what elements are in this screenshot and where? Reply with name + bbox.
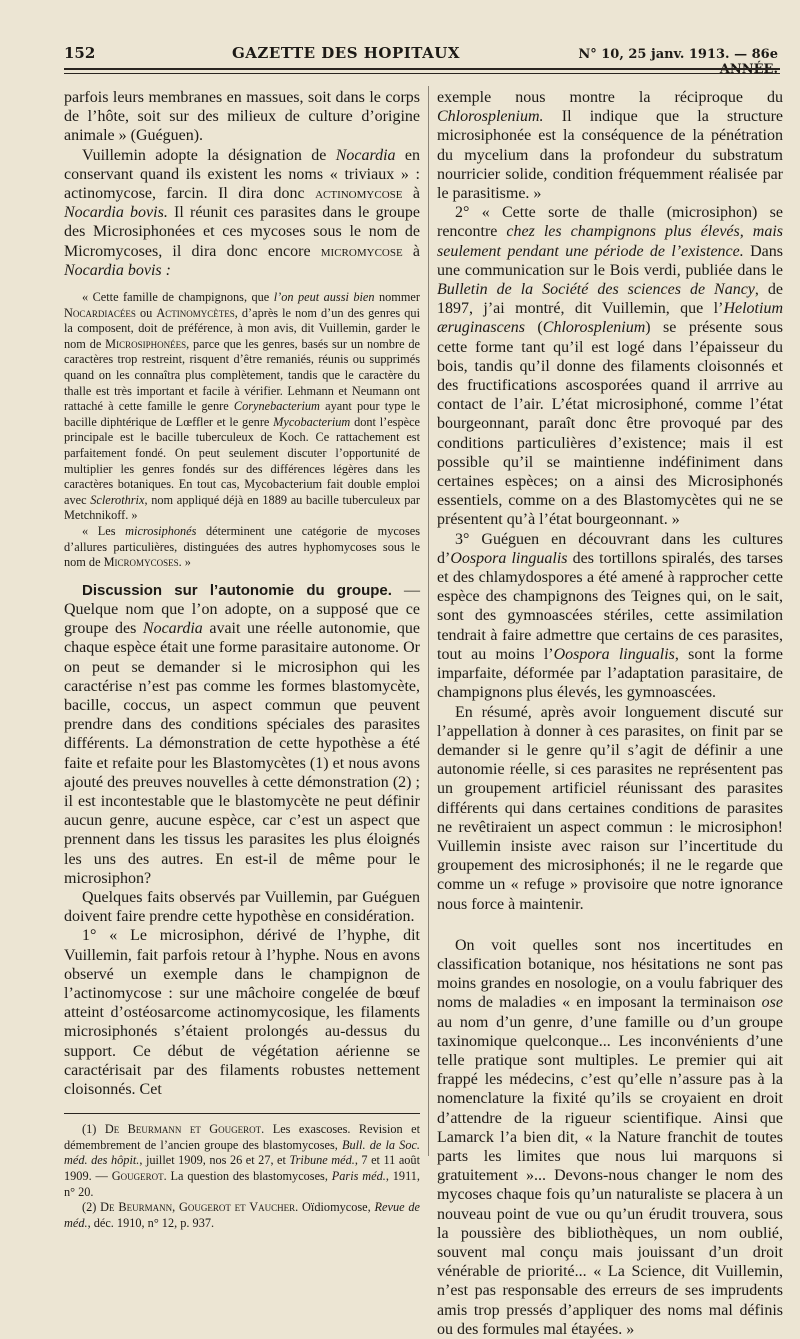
footnote: (2) De Beurmann, Gougerot et Vaucher. Oïdiomycose, Revue de méd., déc. 1910, n° 12, p. 937. bbox=[64, 1200, 420, 1230]
paragraph: En résumé, après avoir longuement discuté sur l’appellation à donner à ces parasites, on finit par se demander si le genre qu’il s’agit de définir a une autonomie réelle, si ces parasites ne représentent pas un groupement artificiel réunissant des parasites différents qui dans certaines conditions de parasites ne revêtiraient un aspect commun : le microsiphon! Vuillemin insiste avec raison sur l’incertitude du groupement des microsiphonés; il ne le regarde que comme un « refuge » provisoire que notre ignorance nous force à maintenir. bbox=[437, 703, 783, 913]
paragraph: 3° Guéguen en découvrant dans les cultures d’Oospora lingualis des tortillons spiralés, des tarses et des chlamydospores a été amené à rapprocher cette espèce des champignons des Teignes qui, on le sait, sont des gymnoascées stériles, cette assimilation tendrait à faire admettre que certains de ces parasites, tout au moins l’Oospora lingualis, sont la forme imparfaite, déformée par l’adaptation parasitaire, de champignons plus élevés, les gymnoascées. bbox=[437, 530, 784, 702]
footnote: (1) De Beurmann et Gougerot. Les exascoses. Revision et démembrement de l’ancien groupe des blastomycoses, Bull. de la Soc. méd. des hôpit., juillet 1909, nos 26 et 27, et Tribune méd., 7 et 11 août 1909. — Gougerot. La question des blastomycoses, Paris méd., 1911, n° 20. bbox=[64, 1122, 421, 1199]
paragraph: On voit quelles sont nos incertitudes en classification botanique, nos hésitations ne sont pas moins grandes en nosologie, on a voulu fabriquer des noms de maladies « en imposant la terminaison ose au nom d’un genre, d’une famille ou d’un groupe taxinomique quelconque... Les inconvénients d’une telle pratique sont multiples. Le premier qui ait frappé les médecins, c’est qu’elle n’assure pas à la nomenclature la fixité qu’ils se croyaient en droit d’attendre de la rigueur scientifique. Ainsi que Lamarck l’a bien dit, « la Nature franchit de toutes parts les limites que nous lui marquons si gratuitement »... Devons-nous changer le nom des mycoses chaque fois qu’un naturaliste se placera à un nouveau point de vue ou qu’un érudit trouvera, sous la poussière des bibliothèques, un nom oublié, souvent mal conçu mais jouissant d’un droit vénérable de priorité... « La Science, dit Vuillemin, n’est pas responsable des erreurs de ses imprudents amis trop pressés d’appliquer des noms mal définis ou des formules mal étayées. » bbox=[437, 936, 783, 1338]
quote-paragraph: « Les microsiphonés déterminent une catégorie de mycoses d’allures particulières, distinguées des autres hyphomycoses sous le nom de Micromycoses. » bbox=[64, 523, 420, 570]
right-column bbox=[437, 88, 783, 1339]
left-column bbox=[64, 88, 420, 1231]
paragraph: 2° « Cette sorte de thalle (microsiphon) se rencontre chez les champignons plus élevés, mais seulement pendant une période de l’existence. Dans une communication sur le Bois verdi, publiée dans le Bulletin de la Société des sciences de Nancy, de 1897, j’ai montré, dit Vuillemin, que l’Helotium æruginascens (Chlorosplenium) se présente sous cette forme tant qu’il est logé dans l’épaisseur du bois, tandis qu’il donne des filaments cloisonnés et des fructifications ascosporées quand il arrrive au contact de l’air. L’état microsiphoné, comme l’état bourgeonnant, paraît donc être provoqué par des conditions particulières d’existence; mais il est possible qu’il se maintienne indéfiniment dans certaines espèces; on a ainsi des Microsiphonés essentiels, comme on a des Blastomycètes qui ne se présentent qu’à l’état bourgeonnant. » bbox=[437, 204, 783, 529]
quote-paragraph: « Cette famille de champignons, que l’on peut aussi bien nommer Nocardiacées ou Actinomycètes, d’après le nom d’un des genres qui la composent, doit de préférence, à mon avis, dit Vuillemin, garder le nom de Microsiphonées, parce que les genres, basés sur un nombre de caractères trop restreint, risquent d’être remaniés, réunis ou supprimés quand on les connaîtra plus complètement, tandis que le caractère du thalle est très important et facile à vérifier. Lehmann et Neumann ont rattaché à cette famille le genre Corynebacterium ayant pour type le bacille diphtérique de Lœffler et le genre Mycobacterium dont l’espèce principale est le bacille tuberculeux de Koch. Ce rattachement est parfaitement fondé. On peut seulement discuter l’opportunité de multiplier les genres fondés sur des différences légères dans les caractères botaniques. En tout cas, Mycobacterium fait double emploi avec Sclerothrix, nom appliqué déjà en 1889 au bacille tuberculeux par Metchnikoff. » bbox=[64, 290, 421, 523]
section-heading: Discussion sur l’autonomie du groupe. bbox=[82, 581, 392, 599]
spacer bbox=[437, 914, 783, 936]
header-rule-thick bbox=[64, 68, 780, 70]
paragraph: Quelques faits observés par Vuillemin, par Guéguen doivent faire prendre cette hypothèse en considération. bbox=[64, 888, 420, 926]
spacer bbox=[64, 280, 420, 290]
spacer bbox=[64, 571, 420, 581]
paragraph: exemple nous montre la réciproque du Chlorosplenium. Il indique que la structure microsiphonée est la conséquence de la pénétration du mycelium dans la profondeur du substratum nourricier solide, condition fréquemment réalisée par le parasitisme. » bbox=[437, 89, 783, 203]
column-divider bbox=[428, 86, 429, 1156]
running-header bbox=[64, 44, 778, 77]
section-paragraph: Discussion sur l’autonomie du groupe. — Quelque nom que l’on adopte, on a supposé que ce groupe des Nocardia avait une réelle autonomie, que chaque espèce était une forme parasitaire autonome. Or on peut se demander si le microsiphon qui les caractérise n’est pas comme les formes blastomycète, bacille, coccus, un aspect commun que peuvent prendre dans des conditions spéciales des parasites différents. La démonstration de cette hypothèse a été faite et refaite pour les Blastomycètes (1) et nous avons ajouté des preuves nouvelles à cette démonstration (2) ; il est incontestable que le blastomycète ne peut définir aucun genre, aucune espèce, car c’est un aspect que prennent dans les tissus les parasites les plus éloignés les uns des autres. En est-il de même pour le microsiphon? bbox=[64, 581, 420, 887]
page-number: 152 bbox=[64, 44, 96, 62]
issue-info: N° 10, 25 janv. 1913. — 86e ANNÉE. bbox=[578, 47, 778, 77]
footnote-rule bbox=[64, 1113, 420, 1114]
paragraph: 1° « Le microsiphon, dérivé de l’hyphe, dit Vuillemin, fait parfois retour à l’hyphe. Nous en avons observé un exemple dans le champignon de l’actinomycose : sur une mâchoire congelée de bœuf atteint d’ostéosarcome actinomycosique, les filaments microsiphonés s’étaient prolongés au-dessus du support. Ce début de végétation aérienne se caractérisait par des filaments robustes nettement cloisonnés. Cet bbox=[64, 927, 420, 1098]
header-rule-thin bbox=[64, 73, 780, 74]
journal-title: GAZETTE DES HOPITAUX bbox=[231, 44, 460, 62]
paragraph: Vuillemin adopte la désignation de Nocardia en conservant quand ils existent les noms « triviaux » : actinomycose, farcin. Il dira donc actinomycose à Nocardia bovis. Il réunit ces parasites dans le groupe des Microsiphonées et ces mycoses sous le nom de Micromycoses, il dira donc encore micromycose à Nocardia bovis : bbox=[64, 146, 421, 279]
paragraph: parfois leurs membranes en massues, soit dans le corps de l’hôte, soit sur des milieux de culture d’origine animale » (Guéguen). bbox=[64, 89, 420, 145]
